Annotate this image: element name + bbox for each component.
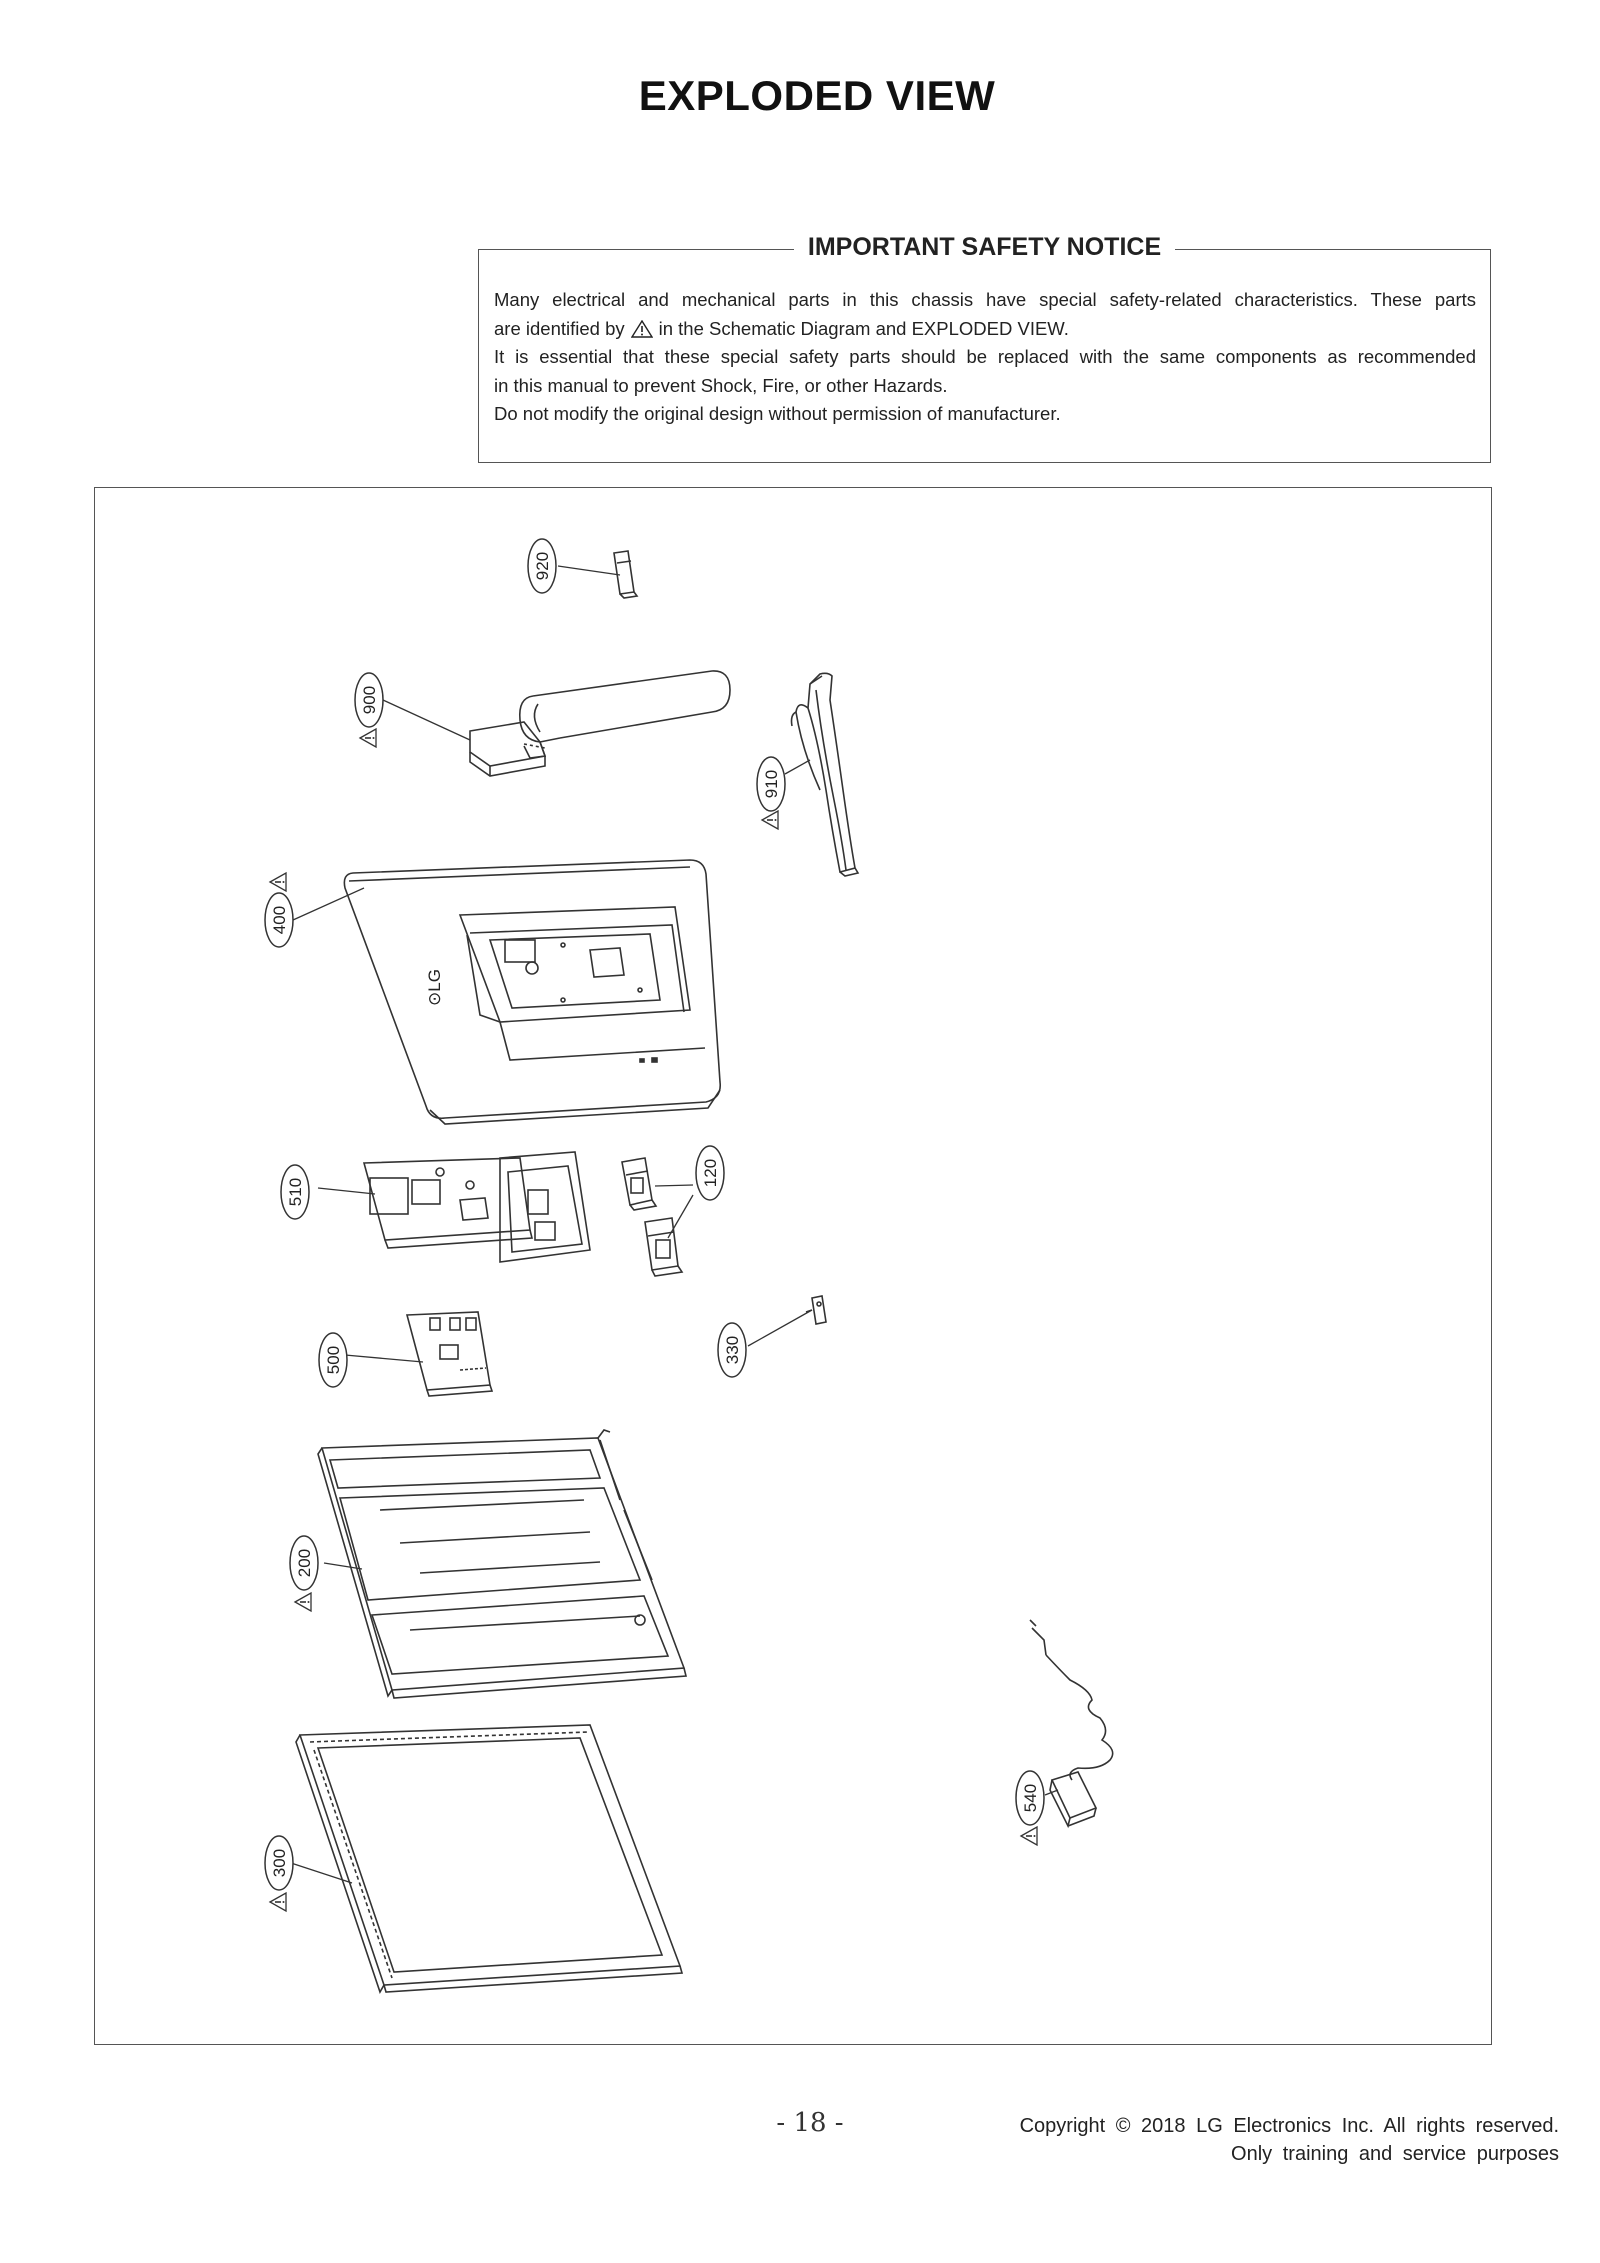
callout-label: 330 (723, 1335, 742, 1365)
callout-200 (290, 1536, 318, 1611)
callout-510 (281, 1165, 309, 1219)
callout-330 (718, 1323, 746, 1377)
callout-label: 900 (360, 685, 379, 715)
callout-label: 510 (286, 1177, 305, 1207)
safety-notice-heading-text: IMPORTANT SAFETY NOTICE (794, 233, 1175, 261)
part-900-stand-neck (470, 671, 730, 776)
part-400-back-cover (344, 860, 720, 1124)
warning-triangle-icon (270, 873, 286, 891)
notice-line-5: Do not modify the original design without permission of manufacturer. (494, 403, 1061, 424)
callout-920 (528, 539, 556, 593)
notice-line-3: It is essential that these special safety parts should be replaced with the same components as recommended (494, 346, 1476, 367)
leader-lines (291, 566, 1058, 1883)
footer-copyright (1020, 2112, 1559, 2168)
callout-500 (319, 1333, 347, 1387)
callout-300 (265, 1836, 293, 1911)
callout-540 (1016, 1771, 1044, 1845)
callout-label: 120 (701, 1158, 720, 1188)
callout-label: 400 (270, 905, 289, 935)
notice-line-4: in this manual to prevent Shock, Fire, or other Hazards. (494, 374, 948, 396)
part-500-board (407, 1312, 492, 1396)
part-120-speakers (622, 1158, 682, 1276)
callout-label: 500 (324, 1345, 343, 1375)
callout-120 (696, 1146, 724, 1200)
warning-triangle-icon (295, 1593, 311, 1611)
part-callouts (265, 539, 1044, 1911)
purpose-text: Only training and service purposes (1231, 2143, 1559, 2165)
part-200-frame (318, 1430, 686, 1698)
part-300-bezel (296, 1725, 682, 1992)
page-number: - 18 - (776, 2108, 844, 2138)
warning-triangle-icon (1021, 1827, 1037, 1845)
part-910-stand-base (792, 673, 859, 876)
copyright-text: Copyright © 2018 LG Electronics Inc. All rights reserved. (1019, 2115, 1559, 2137)
callout-label: 920 (533, 551, 552, 581)
callout-label: 300 (270, 1848, 289, 1878)
callout-910 (757, 757, 785, 829)
lg-logo-text: ⊙LG (425, 969, 444, 1006)
notice-line-2-end: in the Schematic Diagram and EXPLODED VIEW. (658, 317, 1069, 339)
page-title: EXPLODED VIEW (638, 72, 996, 119)
warning-triangle-icon (762, 811, 778, 829)
warning-triangle-icon (360, 729, 376, 747)
callout-400 (265, 873, 293, 947)
part-330-clip (806, 1296, 826, 1324)
notice-line-2-start: are identified by (494, 317, 625, 339)
callout-label: 910 (762, 769, 781, 799)
notice-line-1: Many electrical and mechanical parts in this chassis have special safety-related characteristics. These parts (494, 289, 1476, 310)
callout-900 (355, 673, 383, 747)
callout-label: 540 (1021, 1783, 1040, 1813)
part-510-main-board (364, 1152, 590, 1262)
warning-triangle-icon (270, 1893, 286, 1911)
callout-label: 200 (295, 1548, 314, 1578)
